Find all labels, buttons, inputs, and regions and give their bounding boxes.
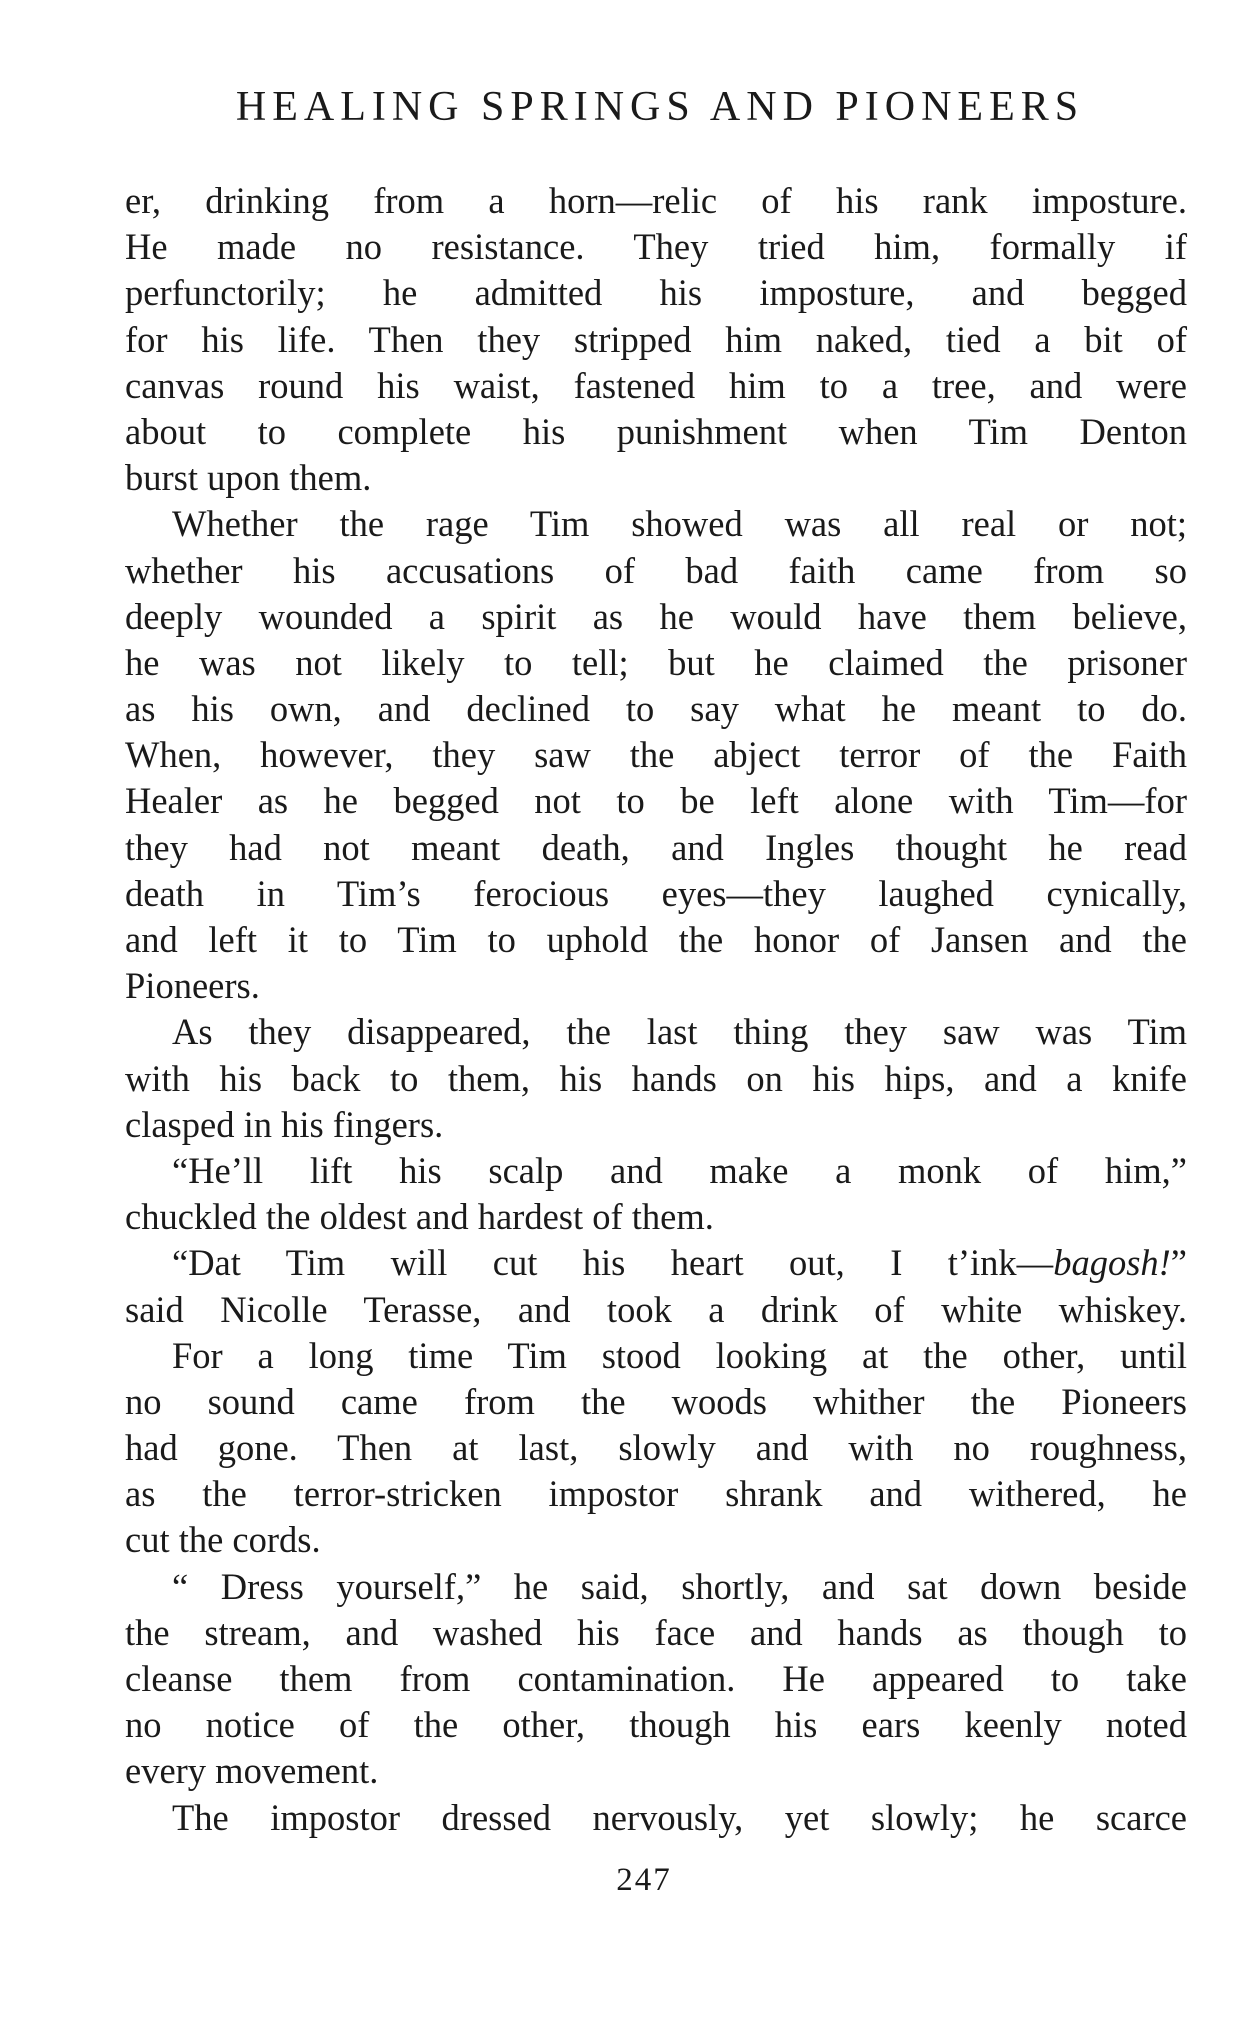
text-line: clasped in his fingers. — [125, 1103, 444, 1145]
text-line: For a long time Tim stood looking at the other, until — [172, 1334, 1187, 1376]
text-line: cut the cords. — [125, 1519, 321, 1561]
text-line: He made no resistance. They tried him, formally if — [125, 226, 1187, 268]
body-text — [125, 178, 1187, 1841]
closing-quote: ” — [1170, 1242, 1187, 1284]
text-line: whether his accusations of bad faith came from so — [125, 549, 1187, 591]
text-line: as his own, and declined to say what he meant to do. — [125, 688, 1187, 730]
paragraph-5 — [125, 1240, 1187, 1332]
text-line: every movement. — [125, 1750, 379, 1792]
paragraph-2 — [125, 501, 1187, 1009]
text-line: and left it to Tim to uphold the honor of Jansen and the — [125, 919, 1187, 960]
paragraph-1 — [125, 178, 1187, 501]
page-number: 247 — [616, 1862, 672, 1898]
text-line: with his back to them, his hands on his hips, and a knife — [125, 1057, 1187, 1099]
text-line: The impostor dressed nervously, yet slowly; he scarce — [172, 1796, 1187, 1838]
text-line: cleanse them from contamination. He appeared to take — [125, 1658, 1187, 1699]
text-line: he was not likely to tell; but he claimed the prisoner — [125, 641, 1187, 683]
text-line: no notice of the other, though his ears keenly noted — [125, 1704, 1187, 1746]
text-line: Healer as he begged not to be left alone with Tim—for — [125, 780, 1187, 822]
text-line: they had not meant death, and Ingles thought he read — [125, 826, 1187, 868]
text-line: had gone. Then at last, slowly and with no roughness, — [125, 1427, 1187, 1469]
text-line: death in Tim’s ferocious eyes—they laughed cynically, — [125, 872, 1187, 914]
text-line: no sound came from the woods whither the Pioneers — [125, 1380, 1187, 1422]
text-line: “ Dress yourself,” he said, shortly, and sat down beside — [172, 1565, 1187, 1607]
text-line: “He’ll lift his scalp and make a monk of him,” — [172, 1149, 1187, 1191]
text-line: canvas round his waist, fastened him to a tree, and were — [125, 364, 1187, 406]
text-line: perfunctorily; he admitted his imposture, and begged — [125, 272, 1187, 314]
text-line: When, however, they saw the abject terror of the Faith — [125, 734, 1187, 776]
text-line: about to complete his punishment when Tim Denton — [125, 410, 1187, 452]
text-line: Pioneers. — [125, 965, 260, 1007]
text-line: said Nicolle Terasse, and took a drink of white whiskey. — [125, 1288, 1187, 1330]
running-head: HEALING SPRINGS AND PIONEERS — [235, 84, 1085, 130]
text-line: for his life. Then they stripped him naked, tied a bit of — [125, 318, 1187, 360]
text-line: as the terror-stricken impostor shrank and withered, he — [125, 1473, 1187, 1515]
paragraph-3 — [125, 1009, 1187, 1148]
paragraph-8 — [125, 1795, 1187, 1841]
paragraph-7 — [125, 1564, 1187, 1795]
text-line: As they disappeared, the last thing they saw was Tim — [172, 1011, 1187, 1053]
text-line: chuckled the oldest and hardest of them. — [125, 1196, 714, 1238]
line-text: “Dat Tim will cut his heart out, I t’ink— — [172, 1242, 1054, 1284]
italic-exclamation: bagosh! — [1053, 1242, 1171, 1284]
text-line: deeply wounded a spirit as he would have them believe, — [125, 595, 1187, 637]
text-line — [125, 1240, 1187, 1286]
text-line: burst upon them. — [125, 457, 372, 499]
text-line: Whether the rage Tim showed was all real or not; — [172, 503, 1187, 545]
paragraph-4 — [125, 1148, 1187, 1240]
paragraph-6 — [125, 1333, 1187, 1564]
text-line: the stream, and washed his face and hands as though to — [125, 1611, 1187, 1653]
text-line: er, drinking from a horn—relic of his rank imposture. — [125, 180, 1187, 221]
